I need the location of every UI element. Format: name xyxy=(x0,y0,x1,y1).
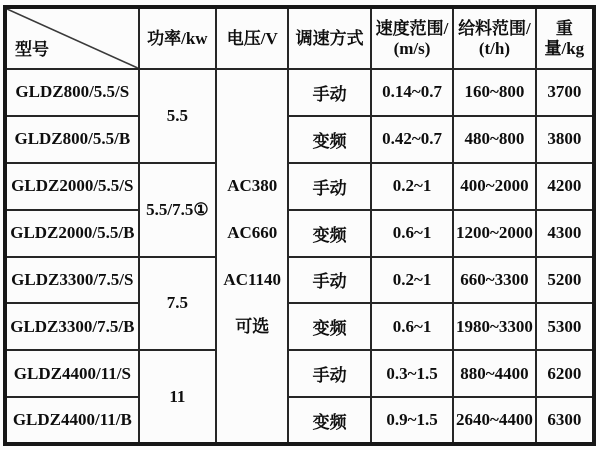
mode-cell: 手动 xyxy=(288,350,370,397)
power-group-cell: 5.5 xyxy=(139,69,216,163)
speed-cell: 0.9~1.5 xyxy=(371,397,453,444)
header-weight: 重量/kg xyxy=(536,7,594,69)
mode-cell: 手动 xyxy=(288,257,370,304)
model-cell: GLDZ2000/5.5/B xyxy=(5,210,139,257)
table-row xyxy=(5,116,594,163)
mode-cell: 变频 xyxy=(288,303,370,350)
weight-cell: 6200 xyxy=(536,350,594,397)
model-cell: GLDZ4400/11/B xyxy=(5,397,139,444)
feed-cell: 880~4400 xyxy=(453,350,535,397)
model-cell: GLDZ4400/11/S xyxy=(5,350,139,397)
feed-cell: 480~800 xyxy=(453,116,535,163)
feed-cell: 1200~2000 xyxy=(453,210,535,257)
header-voltage: 电压/V xyxy=(216,7,288,69)
feed-cell: 160~800 xyxy=(453,69,535,116)
power-group-cell: 11 xyxy=(139,350,216,444)
header-feed-range-line2: (t/h) xyxy=(478,38,511,58)
power-group-cell: 7.5 xyxy=(139,257,216,351)
speed-cell: 0.2~1 xyxy=(371,163,453,210)
feed-cell: 2640~4400 xyxy=(453,397,535,444)
header-mode: 调速方式 xyxy=(288,7,370,69)
header-row xyxy=(5,7,594,69)
mode-cell: 变频 xyxy=(288,397,370,444)
spec-table xyxy=(3,5,596,446)
speed-cell: 0.3~1.5 xyxy=(371,350,453,397)
table-row xyxy=(5,350,594,397)
header-speed-range xyxy=(371,7,453,69)
voltage-cell xyxy=(216,69,288,444)
header-feed-range xyxy=(453,7,535,69)
weight-cell: 3800 xyxy=(536,116,594,163)
model-cell: GLDZ2000/5.5/S xyxy=(5,163,139,210)
header-power: 功率/kw xyxy=(139,7,216,69)
model-cell: GLDZ800/5.5/S xyxy=(5,69,139,116)
header-model-label: 型号 xyxy=(15,40,49,60)
feed-cell: 660~3300 xyxy=(453,257,535,304)
table-row xyxy=(5,303,594,350)
voltage-option: AC1140 xyxy=(223,270,282,289)
header-speed-range-line1: 速度范围/ xyxy=(375,18,449,38)
feed-cell: 400~2000 xyxy=(453,163,535,210)
model-cell: GLDZ3300/7.5/B xyxy=(5,303,139,350)
weight-cell: 6300 xyxy=(536,397,594,444)
feed-cell: 1980~3300 xyxy=(453,303,535,350)
voltage-option: AC380 xyxy=(227,176,278,195)
speed-cell: 0.6~1 xyxy=(371,303,453,350)
weight-cell: 4200 xyxy=(536,163,594,210)
speed-cell: 0.14~0.7 xyxy=(371,69,453,116)
weight-cell: 3700 xyxy=(536,69,594,116)
model-cell: GLDZ800/5.5/B xyxy=(5,116,139,163)
voltage-option: 可选 xyxy=(235,317,270,336)
table-row xyxy=(5,69,594,116)
header-feed-range-line1: 给料范围/ xyxy=(458,18,531,38)
mode-cell: 手动 xyxy=(288,69,370,116)
table-row xyxy=(5,257,594,304)
table-row xyxy=(5,397,594,444)
weight-cell: 5200 xyxy=(536,257,594,304)
speed-cell: 0.42~0.7 xyxy=(371,116,453,163)
speed-cell: 0.6~1 xyxy=(371,210,453,257)
table-row xyxy=(5,163,594,210)
weight-cell: 4300 xyxy=(536,210,594,257)
table-row xyxy=(5,210,594,257)
mode-cell: 变频 xyxy=(288,116,370,163)
mode-cell: 手动 xyxy=(288,163,370,210)
model-cell: GLDZ3300/7.5/S xyxy=(5,257,139,304)
mode-cell: 变频 xyxy=(288,210,370,257)
power-group-cell: 5.5/7.5① xyxy=(139,163,216,257)
header-speed-range-line2: (m/s) xyxy=(393,38,431,58)
weight-cell: 5300 xyxy=(536,303,594,350)
header-model-cell xyxy=(5,7,139,69)
voltage-option: AC660 xyxy=(227,223,278,242)
speed-cell: 0.2~1 xyxy=(371,257,453,304)
